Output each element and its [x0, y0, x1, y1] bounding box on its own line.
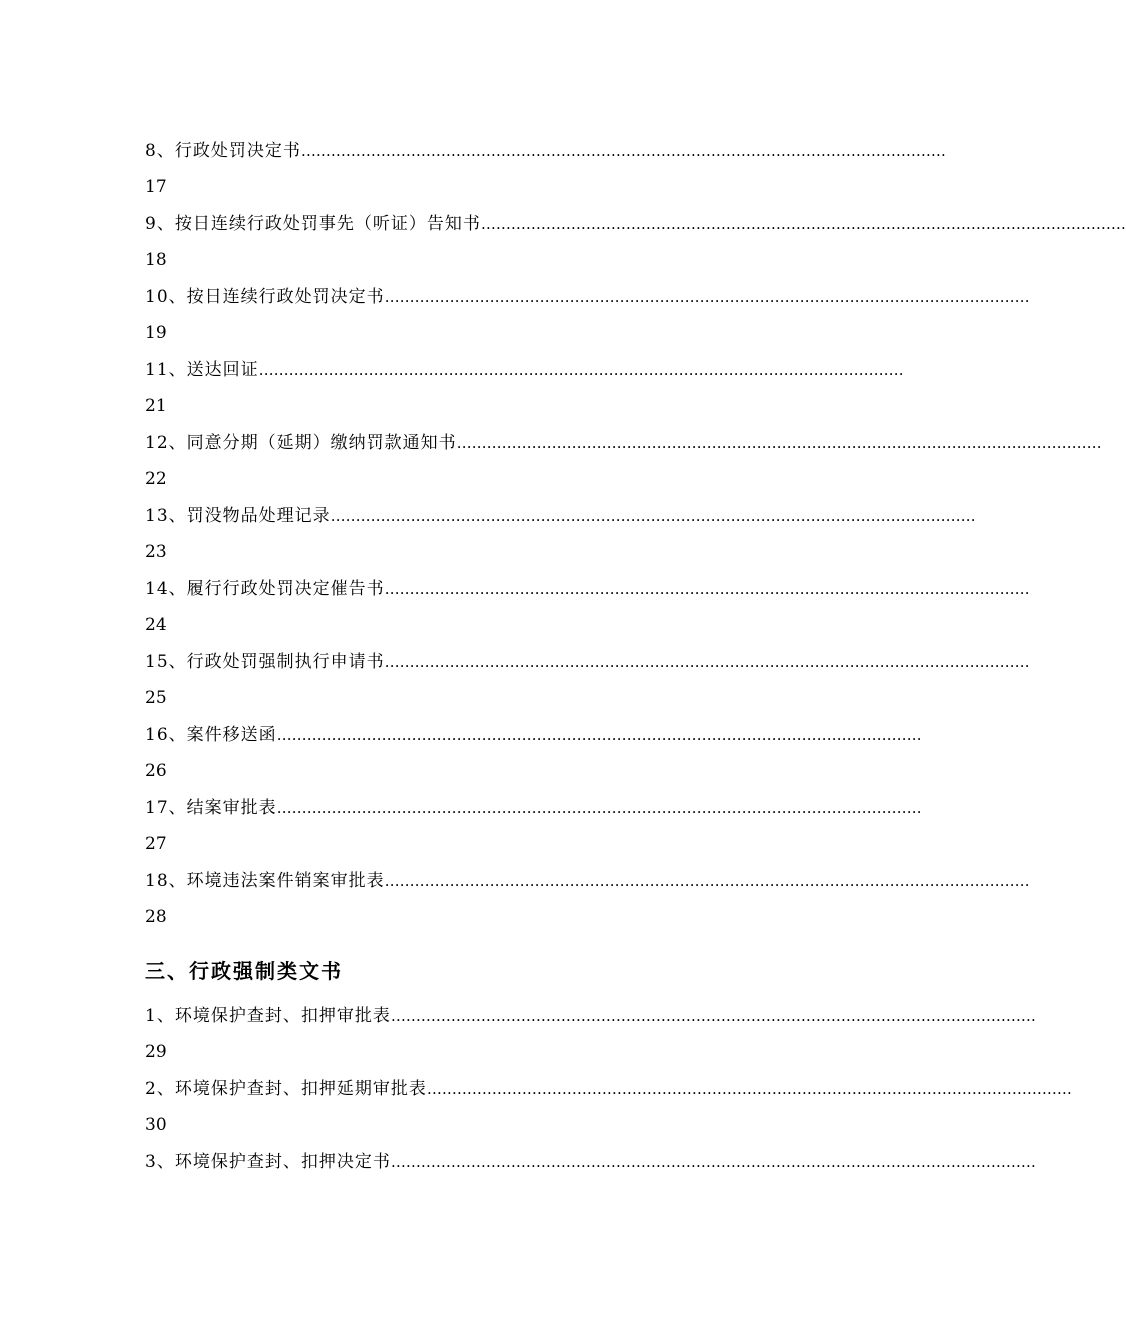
toc-page-number: 27	[145, 834, 167, 854]
toc-entry-title: 14、履行行政处罚决定催告书	[145, 579, 385, 599]
toc-page-number: 30	[145, 1115, 167, 1135]
toc-dot-leader: …………………………………………………………………………………………………………………	[384, 653, 1030, 671]
table-of-contents	[145, 136, 1126, 1177]
toc-entry[interactable]	[145, 574, 1030, 604]
toc-page-number: 25	[145, 688, 167, 708]
toc-entry[interactable]	[145, 282, 1030, 312]
toc-group-administrative-penalty	[145, 136, 1126, 939]
toc-entry[interactable]	[145, 720, 922, 750]
toc-entry[interactable]	[145, 209, 1126, 239]
toc-entry-title: 11、送达回证	[145, 360, 259, 380]
toc-page-number: 21	[145, 396, 167, 416]
toc-entry-title: 13、罚没物品处理记录	[145, 506, 331, 526]
toc-entry-title: 12、同意分期（延期）缴纳罚款通知书	[145, 433, 457, 453]
toc-page-number: 26	[145, 761, 167, 781]
toc-entry-title: 2、环境保护查封、扣押延期审批表	[145, 1079, 427, 1099]
toc-dot-leader: …………………………………………………………………………………………………………………	[390, 1007, 1036, 1025]
toc-entry-title: 16、案件移送函	[145, 725, 277, 745]
toc-entry-title: 17、结案审批表	[145, 798, 277, 818]
toc-page-number: 19	[145, 323, 167, 343]
toc-dot-leader: …………………………………………………………………………………………………………………	[300, 142, 946, 160]
toc-page-number: 29	[145, 1042, 167, 1062]
toc-entry-title: 8、行政处罚决定书	[145, 141, 301, 161]
toc-page-number: 18	[145, 250, 167, 270]
toc-entry[interactable]	[145, 428, 1102, 458]
toc-dot-leader: …………………………………………………………………………………………………………………	[276, 799, 922, 817]
toc-entry-title: 15、行政处罚强制执行申请书	[145, 652, 385, 672]
toc-entry-title: 10、按日连续行政处罚决定书	[145, 287, 385, 307]
toc-page-number: 22	[145, 469, 167, 489]
toc-entry[interactable]	[145, 136, 946, 166]
toc-entry[interactable]	[145, 1074, 1072, 1104]
toc-page-number: 17	[145, 177, 167, 197]
toc-entry-title: 1、环境保护查封、扣押审批表	[145, 1006, 391, 1026]
toc-entry[interactable]	[145, 355, 904, 385]
toc-entry-title: 9、按日连续行政处罚事先（听证）告知书	[145, 214, 481, 234]
toc-dot-leader: …………………………………………………………………………………………………………………	[426, 1080, 1072, 1098]
toc-entry[interactable]	[145, 1147, 1036, 1177]
toc-entry[interactable]	[145, 866, 1030, 896]
toc-dot-leader: …………………………………………………………………………………………………………………	[456, 434, 1102, 452]
toc-dot-leader: …………………………………………………………………………………………………………………	[384, 872, 1030, 890]
toc-entry[interactable]	[145, 1001, 1036, 1031]
toc-dot-leader: …………………………………………………………………………………………………………………	[390, 1153, 1036, 1171]
toc-entry[interactable]	[145, 501, 976, 531]
toc-entry[interactable]	[145, 647, 1030, 677]
toc-dot-leader: …………………………………………………………………………………………………………………	[480, 215, 1126, 233]
toc-dot-leader: …………………………………………………………………………………………………………………	[276, 726, 922, 744]
toc-dot-leader: …………………………………………………………………………………………………………………	[384, 580, 1030, 598]
toc-group-administrative-enforcement	[145, 1001, 1072, 1177]
toc-page-number: 28	[145, 907, 167, 927]
section-heading: 三、行政强制类文书	[145, 959, 343, 983]
toc-dot-leader: …………………………………………………………………………………………………………………	[330, 507, 976, 525]
toc-page-number: 23	[145, 542, 167, 562]
toc-dot-leader: …………………………………………………………………………………………………………………	[258, 361, 904, 379]
toc-dot-leader: …………………………………………………………………………………………………………………	[384, 288, 1030, 306]
toc-entry-title: 3、环境保护查封、扣押决定书	[145, 1152, 391, 1172]
toc-entry[interactable]	[145, 793, 922, 823]
toc-page-number: 24	[145, 615, 167, 635]
toc-entry-title: 18、环境违法案件销案审批表	[145, 871, 385, 891]
